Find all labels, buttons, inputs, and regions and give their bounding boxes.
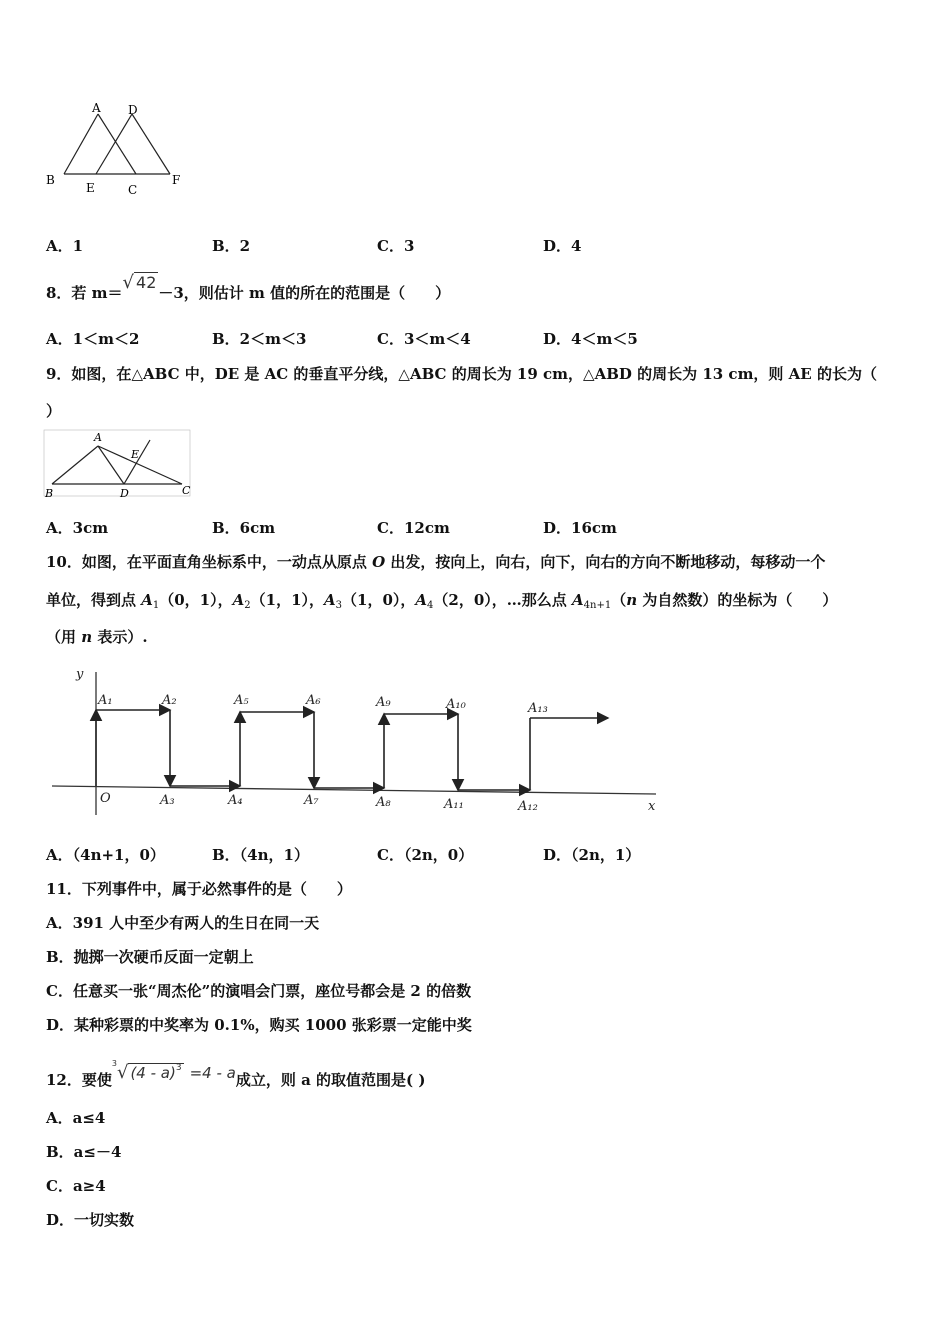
label-c: C: [128, 183, 138, 197]
edge-ba: [52, 446, 98, 484]
label-a13: A₁₃: [528, 701, 548, 716]
label-a8: A₈: [376, 795, 391, 810]
q8-suffix: －3，则估计 m 值的所在的范围是（ ）: [158, 284, 451, 302]
q8-option-d: D．4＜m＜5: [543, 330, 638, 348]
rhs: =4 - a: [189, 1064, 236, 1082]
q11-option-d: D．某种彩票的中奖率为 0.1%，购买 1000 张彩票一定能中奖: [46, 1016, 472, 1034]
label-b: B: [46, 173, 55, 187]
q10-stem-line3: [46, 627, 148, 647]
q11-option-c: C．任意买一张“周杰伦”的演唱会门票，座位号都会是 2 的倍数: [46, 982, 472, 1000]
q10-text: 表示）.: [92, 628, 148, 646]
label-a4: A₄: [228, 793, 243, 808]
q7-option-c: C．3: [377, 237, 415, 255]
triangles-figure: [40, 98, 200, 198]
point-a1: A: [141, 591, 153, 609]
q8-prefix: 8．若 m＝: [46, 284, 123, 302]
q12-prefix: 12．要使: [46, 1071, 112, 1089]
point-a4: A: [415, 591, 428, 609]
var-n: n: [81, 628, 93, 646]
label-e: E: [131, 448, 140, 461]
var-n: n: [626, 591, 638, 609]
edge-ac: [98, 114, 136, 174]
q11-stem: 11．下列事件中，属于必然事件的是（ ）: [46, 880, 352, 898]
q10-stem-line1: [46, 552, 825, 572]
sqrt-42: √ 42: [122, 272, 157, 293]
q9-option-a: A．3cm: [46, 519, 109, 537]
q10-option-d: D．（2n，1）: [543, 846, 641, 864]
label-e: E: [86, 181, 95, 195]
q10-option-c: C．（2n，0）: [377, 846, 474, 864]
coords: （0，1），: [159, 591, 233, 609]
label-d: D: [128, 103, 138, 117]
power: 3: [175, 1063, 182, 1073]
q12-option-b: B．a≤－4: [46, 1143, 122, 1161]
q7-option-b: B．2: [212, 237, 251, 255]
coordinate-path-graph: [48, 660, 668, 820]
label-a12: A₁₂: [518, 799, 538, 814]
q9-option-b: B．6cm: [212, 519, 276, 537]
q10-text: 10．如图，在平面直角坐标系中，一动点从原点: [46, 553, 373, 571]
edge-df: [132, 114, 170, 174]
cube-root-expression: $^3$√ (4 - a)$^3$ =4 - a: [111, 1059, 236, 1083]
q8-radicand: 42: [136, 273, 157, 292]
label-a11: A₁₁: [444, 797, 464, 812]
q9-option-c: C．12cm: [377, 519, 450, 537]
label-a1: A₁: [98, 693, 113, 708]
q12-option-d: D．一切实数: [46, 1211, 135, 1229]
root-radicand: [128, 1063, 183, 1082]
q11-option-b: B．抛掷一次硬币反面一定朝上: [46, 948, 254, 966]
subscript: 3: [335, 600, 343, 611]
q8-option-c: C．3＜m＜4: [377, 330, 471, 348]
q8-option-b: B．2＜m＜3: [212, 330, 307, 348]
subscript: 4n+1: [583, 600, 612, 611]
y-axis-label: y: [76, 667, 84, 682]
label-a5: A₅: [234, 693, 249, 708]
subscript: 1: [152, 600, 160, 611]
radicand: (4 - a): [130, 1064, 176, 1082]
origin-label: O: [100, 791, 111, 806]
coords: （1，0），: [342, 591, 416, 609]
point-a2: A: [232, 591, 245, 609]
triangle-bisector-figure: [42, 428, 194, 500]
subscript: 2: [244, 600, 251, 611]
q10-origin: O: [372, 553, 386, 571]
point-a3: A: [324, 591, 336, 609]
q11-option-a: A．391 人中至少有两人的生日在同一天: [46, 914, 320, 932]
label-f: F: [172, 173, 181, 187]
coords: （2，0），…那么点: [433, 591, 573, 609]
q10-text: （: [611, 591, 627, 609]
figure-frame: [44, 430, 190, 496]
label-a7: A₇: [304, 793, 319, 808]
q8-option-a: A．1＜m＜2: [46, 330, 140, 348]
q10-stem-line2: [46, 590, 837, 616]
q10-option-a: A．（4n+1，0）: [46, 846, 165, 864]
q12-stem: [46, 1061, 425, 1090]
q10-text: 为自然数）的坐标为（ ）: [637, 591, 838, 609]
label-a3: A₃: [160, 793, 175, 808]
q10-option-b: B．（4n，1）: [212, 846, 309, 864]
q12-option-a: A．a≤4: [46, 1109, 106, 1127]
root-index: 3: [111, 1059, 117, 1068]
subscript: 4: [427, 600, 434, 611]
label-b: B: [45, 487, 54, 500]
q10-text: 出发，按向上，向右，向下，向右的方向不断地移动，每移动一个: [385, 553, 826, 571]
label-a: A: [94, 431, 102, 444]
q10-text: （用: [46, 628, 82, 646]
label-d: D: [120, 487, 129, 500]
q10-text: 单位，得到点: [46, 591, 142, 609]
point-a4n1: A: [572, 591, 584, 609]
q8-stem: [46, 272, 451, 303]
q7-option-d: D．4: [543, 237, 582, 255]
label-a6: A₆: [306, 693, 321, 708]
q9-stem-line2: ）: [46, 402, 62, 420]
x-axis-label: x: [648, 799, 656, 814]
coords: （1，1），: [250, 591, 325, 609]
q9-stem-line1: 9．如图，在△ABC 中，DE 是 AC 的垂直平分线，△ABC 的周长为 19 cm，△ABD 的周长为 13 cm，则 AE 的长为（: [46, 365, 877, 383]
q12-option-c: C．a≥4: [46, 1177, 106, 1195]
label-a: A: [92, 101, 101, 115]
label-a2: A₂: [162, 693, 177, 708]
perp-bisector-de: [124, 440, 150, 484]
q12-suffix: 成立，则 a 的取值范围是( ): [235, 1071, 426, 1089]
q7-option-a: A．1: [46, 237, 84, 255]
edge-ab: [64, 114, 98, 174]
label-a10: A₁₀: [446, 697, 466, 712]
label-a9: A₉: [376, 695, 391, 710]
q9-option-d: D．16cm: [543, 519, 617, 537]
label-c: C: [182, 484, 191, 497]
edge-de: [96, 114, 132, 174]
